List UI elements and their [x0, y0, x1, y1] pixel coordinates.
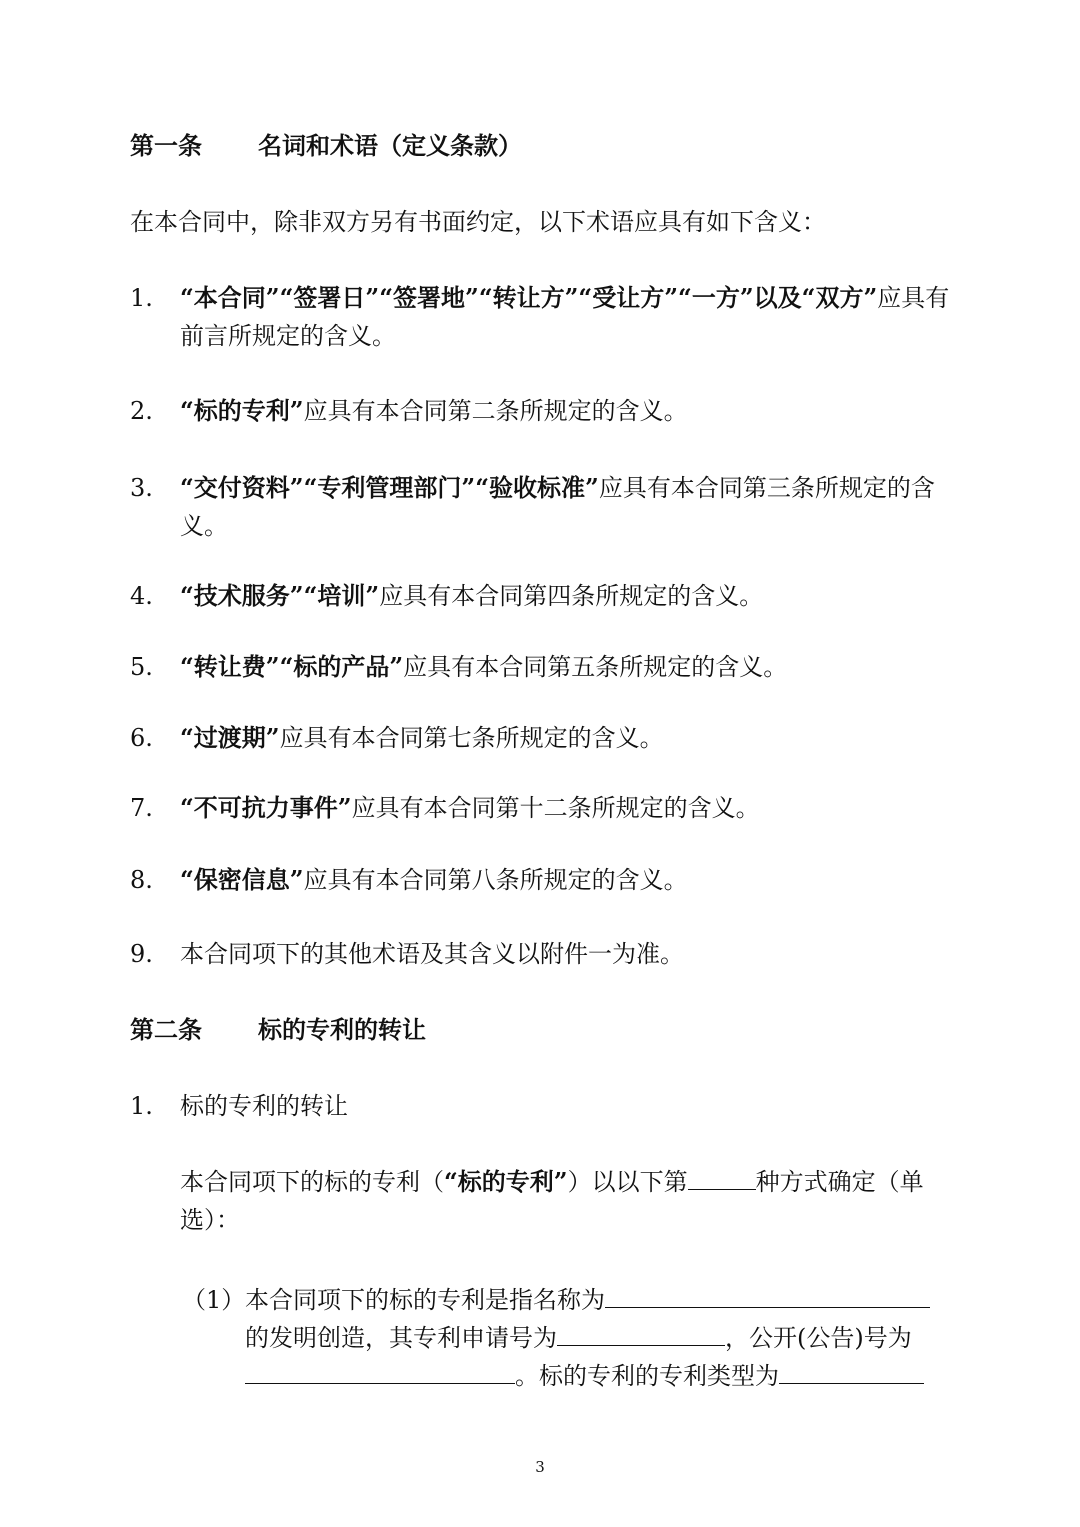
- application-number-blank[interactable]: [557, 1323, 725, 1346]
- article-2-heading: [130, 1014, 426, 1046]
- publication-number-blank[interactable]: [245, 1361, 515, 1384]
- defined-terms: “过渡期”: [180, 723, 280, 752]
- definition-item-7: [180, 789, 952, 827]
- item-number: 5.: [130, 653, 153, 681]
- definition-text: 应具有本合同第八条所规定的含义。: [303, 866, 688, 894]
- page-number: 3: [535, 1458, 545, 1476]
- defined-term: “标的专利”: [444, 1167, 568, 1196]
- definition-item-3: [180, 469, 952, 545]
- item-number: 2.: [130, 397, 153, 425]
- invention-name-blank[interactable]: [605, 1285, 930, 1308]
- sub-item-text: 本合同项下的标的专利是指名称为: [245, 1286, 605, 1314]
- definition-text: 应具有本合同第二条所规定的含义。: [303, 397, 688, 425]
- article-1-intro: 在本合同中，除非双方另有书面约定，以下术语应具有如下含义：: [130, 208, 826, 236]
- article-2-item-1-title: 标的专利的转让: [180, 1092, 348, 1120]
- item-number: 1.: [130, 1092, 153, 1120]
- defined-terms: “转让费”“标的产品”: [180, 652, 404, 681]
- definition-item-9: [180, 935, 952, 973]
- definition-item-1: [180, 279, 952, 355]
- sub-item-number: （1）: [182, 1286, 246, 1314]
- article-2-number: 第二条: [130, 1015, 202, 1044]
- sub-item-text: 。标的专利的专利类型为: [515, 1362, 779, 1390]
- defined-terms: “交付资料”“专利管理部门”“验收标准”: [180, 473, 599, 502]
- definition-item-6: [180, 719, 952, 757]
- item-number: 1.: [130, 284, 153, 312]
- paragraph-text: 种方式确定（单选）：: [180, 1168, 924, 1234]
- definition-item-8: [180, 861, 952, 899]
- article-1-title: 名词和术语（定义条款）: [258, 131, 522, 160]
- patent-type-blank[interactable]: [779, 1361, 924, 1384]
- definition-text: 应具有本合同第三条所规定的含义。: [180, 474, 935, 540]
- paragraph-text: 本合同项下的标的专利（: [180, 1168, 444, 1196]
- definition-text: 本合同项下的其他术语及其含义以附件一为准。: [180, 940, 684, 968]
- method-number-blank[interactable]: [688, 1167, 756, 1190]
- definition-item-4: [180, 577, 952, 615]
- defined-terms: “本合同”“签署日”“签署地”“转让方”“受让方”“一方”以及“双方”: [180, 283, 878, 312]
- defined-terms: “不可抗力事件”: [180, 793, 352, 822]
- item-number: 7.: [130, 794, 153, 822]
- item-number: 4.: [130, 582, 153, 610]
- item-number: 6.: [130, 724, 153, 752]
- definition-text: 应具有前言所规定的含义。: [180, 284, 950, 350]
- definition-item-5: [180, 648, 952, 686]
- sub-item-text: ，公开(公告)号为: [725, 1324, 912, 1352]
- defined-terms: “保密信息”: [180, 865, 304, 894]
- selection-paragraph: [180, 1163, 952, 1239]
- item-number: 3.: [130, 474, 153, 502]
- item-number: 8.: [130, 866, 153, 894]
- definition-text: 应具有本合同第五条所规定的含义。: [403, 653, 788, 681]
- item-number: 9.: [130, 940, 153, 968]
- defined-terms: “标的专利”: [180, 396, 304, 425]
- definition-text: 应具有本合同第七条所规定的含义。: [279, 724, 664, 752]
- defined-terms: “技术服务”“培训”: [180, 581, 380, 610]
- article-2-title: 标的专利的转让: [258, 1015, 426, 1044]
- sub-item-1: [245, 1281, 953, 1395]
- definition-text: 应具有本合同第四条所规定的含义。: [379, 582, 764, 610]
- article-1-heading: [130, 130, 522, 162]
- definition-item-2: [180, 392, 952, 430]
- article-1-number: 第一条: [130, 131, 202, 160]
- definition-text: 应具有本合同第十二条所规定的含义。: [351, 794, 760, 822]
- sub-item-text: 的发明创造，其专利申请号为: [245, 1324, 557, 1352]
- paragraph-text: ）以以下第: [567, 1168, 688, 1196]
